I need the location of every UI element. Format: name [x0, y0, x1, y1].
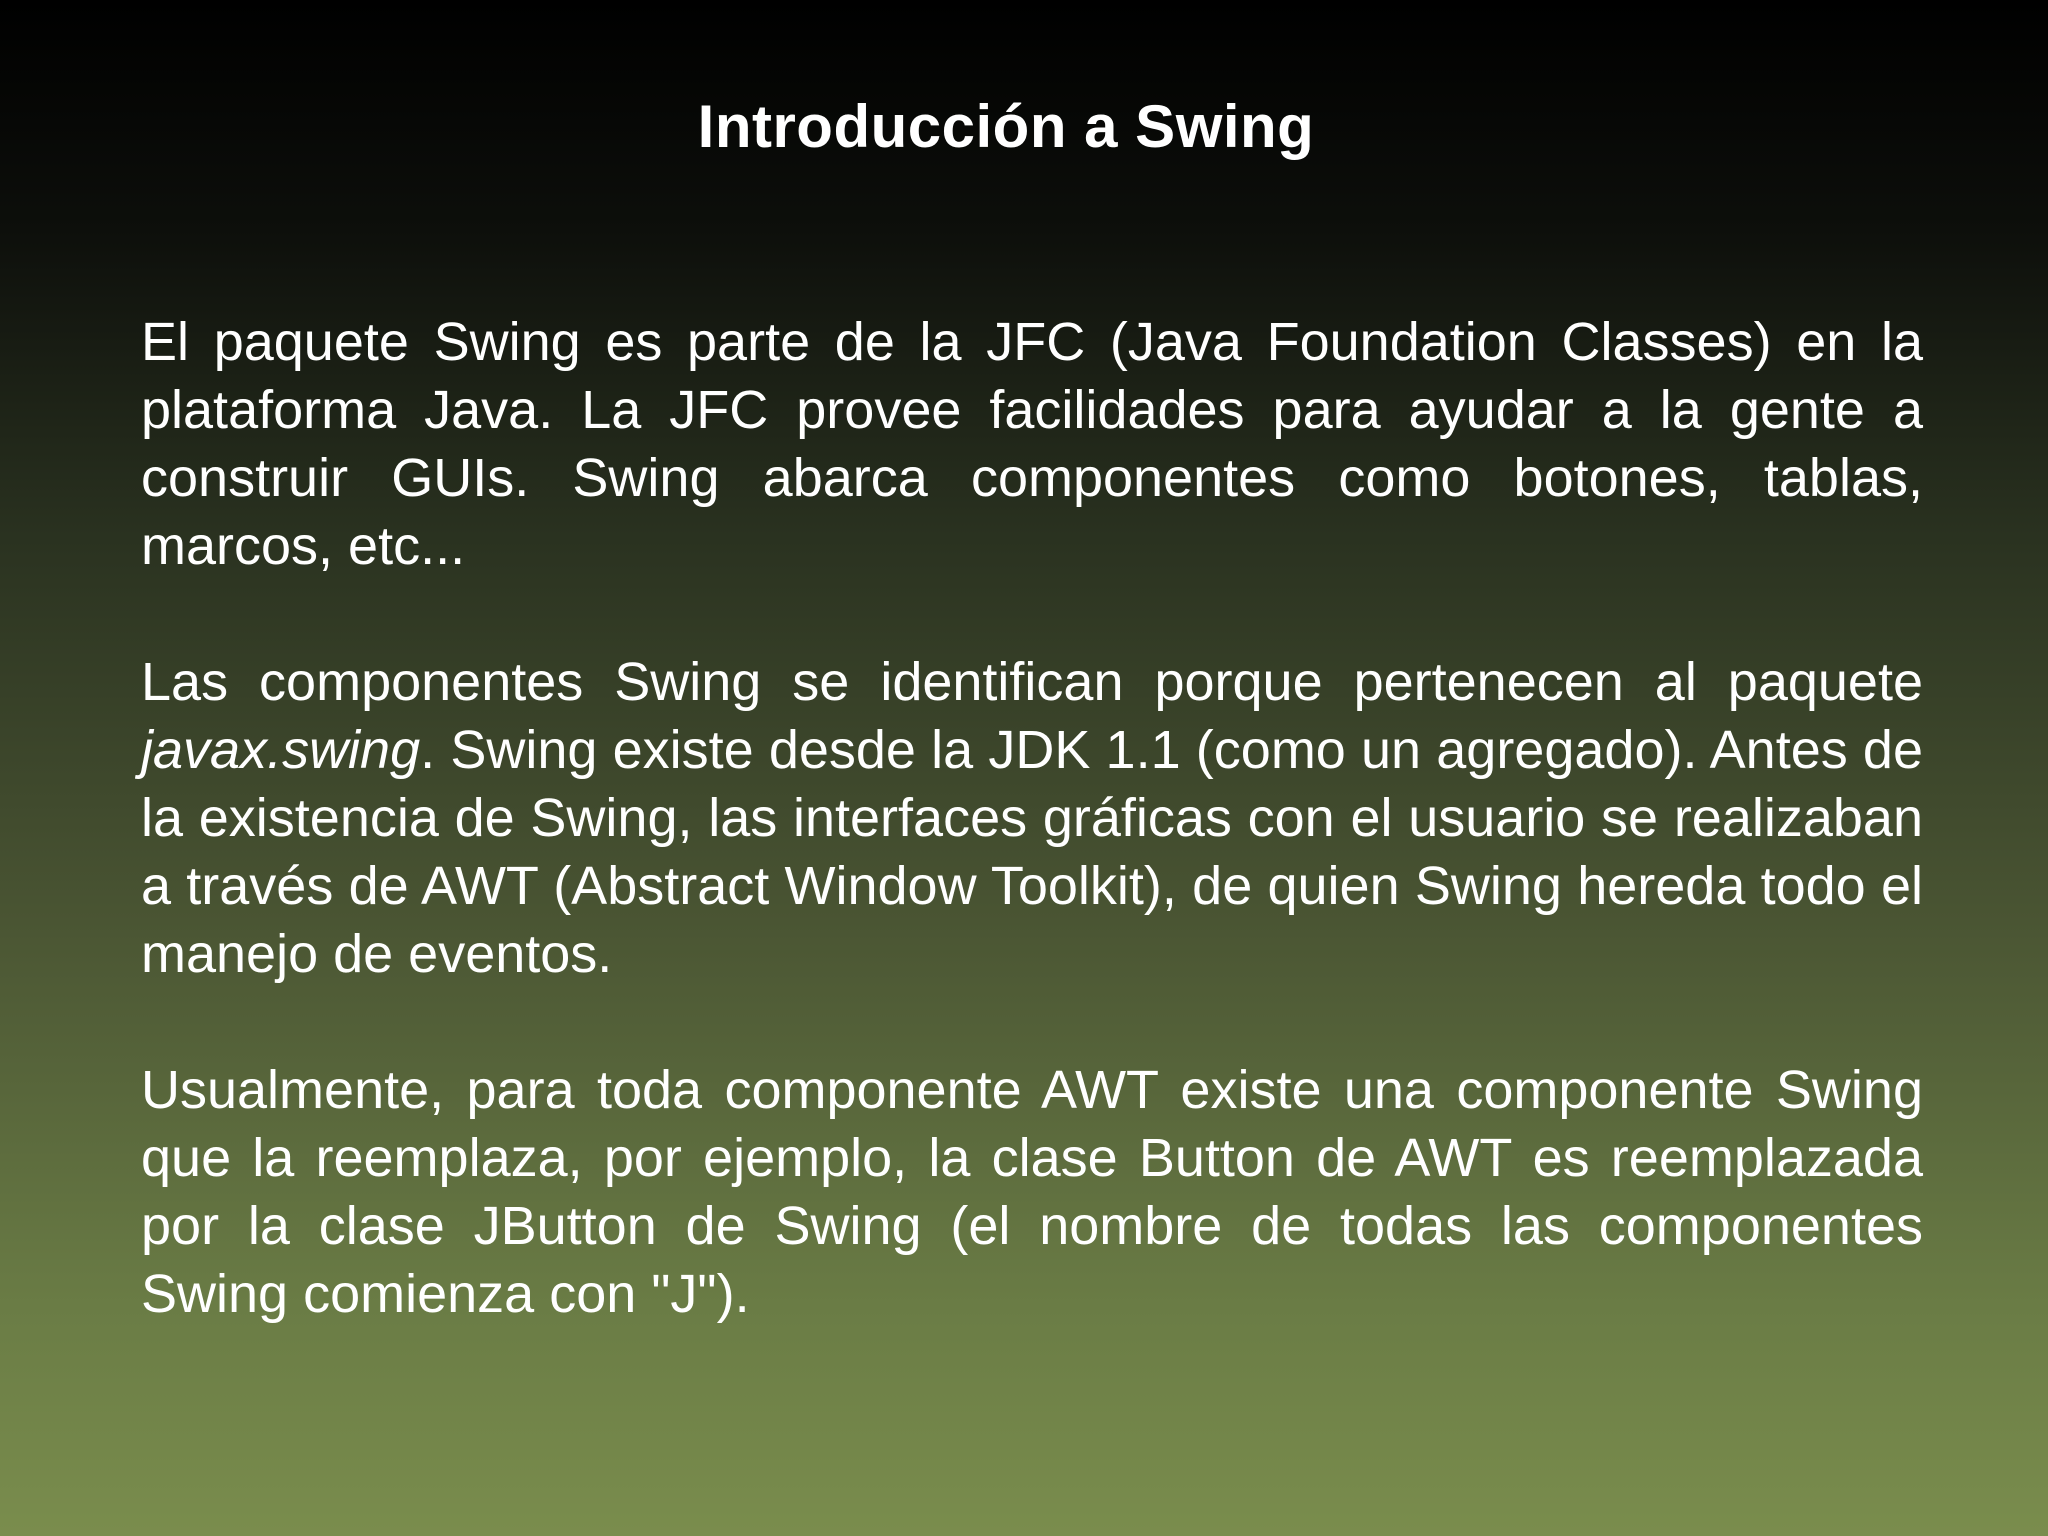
slide-title: Introducción a Swing [697, 93, 1315, 160]
paragraph-rest-text: . Swing existe desde la JDK 1.1 (como un agregado). Antes de la existencia de Swing, las interfaces gráficas con el usuario se realizaban a través de AWT (Abstract Window Toolkit), de quien Swing hereda todo el manejo de eventos. [141, 720, 1923, 984]
paragraph-lead-text: Las componentes Swing se identifican porque pertenecen al paquete [141, 652, 1923, 712]
paragraph-swing-package [141, 648, 1923, 988]
paragraph-awt-replacement: Usualmente, para toda componente AWT existe una componente Swing que la reemplaza, por ejemplo, la clase Button de AWT es reemplazada por la clase JButton de Swing (el nombre de todas las componentes Swing comienza con "J"). [141, 1060, 1923, 1324]
slide-body [141, 308, 1923, 1328]
paragraph-swing-overview: El paquete Swing es parte de la JFC (Java Foundation Classes) en la plataforma Java. La JFC provee facilidades para ayudar a la gente a construir GUIs. Swing abarca componentes como botones, tablas, marcos, etc... [141, 312, 1923, 576]
package-name: javax.swing [141, 720, 421, 780]
